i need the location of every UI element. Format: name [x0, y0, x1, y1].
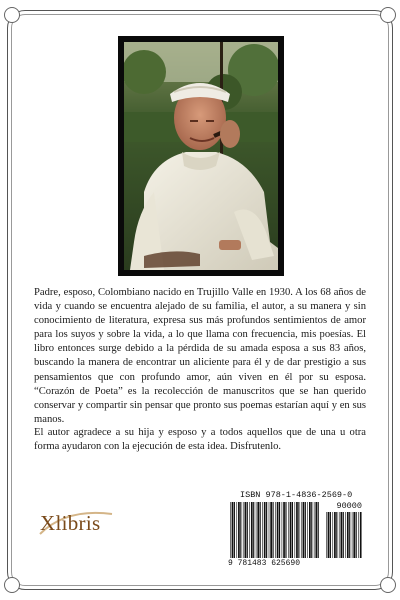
barcode-bars [230, 502, 320, 558]
isbn-barcode [226, 488, 364, 572]
author-photo-frame [118, 36, 284, 276]
acknowledgment: El autor agradece a su hija y esposo y a todos aquellos que de una u otra forma ayudaron con la ejecución de esta idea. Disfrutenlo. [34, 427, 366, 453]
isbn-label: ISBN 978-1-4836-2569-0 [240, 490, 353, 500]
corner-ornament [380, 7, 396, 23]
barcode-digits: 9 781483 625690 [228, 559, 301, 568]
publisher-logo: Xlibris [40, 511, 101, 535]
corner-ornament [4, 7, 20, 23]
corner-ornament [380, 577, 396, 593]
corner-ornament [4, 577, 20, 593]
barcode-addon-bars [326, 512, 362, 558]
price-code: 90000 [336, 501, 362, 511]
author-photo [124, 42, 278, 270]
author-biography: Padre, esposo, Colombiano nacido en Trujillo Valle en 1930. A los 68 años de vida y cuando se encuentra alejado de su familia, el autor, a su manera y sin conocimiento de literatura, expresa sus más profundos sentimientos de amor para los suyos y sobre la vida, a lo que llama con frecuencia, mis poesías. El libro entonces surge debido a la pérdida de su amada esposa a sus 83 años, buscando la manera de encontrar un aliciente para él y de dar prestigio a sus pensamientos que con profundo amor, aún viven en él por su esposa. “Corazón de Poeta” es la recolección de manuscritos que se han querido conservar y compartir sin pensar que pronto sus poemas estarían aquí y en sus manos. [34, 287, 366, 425]
